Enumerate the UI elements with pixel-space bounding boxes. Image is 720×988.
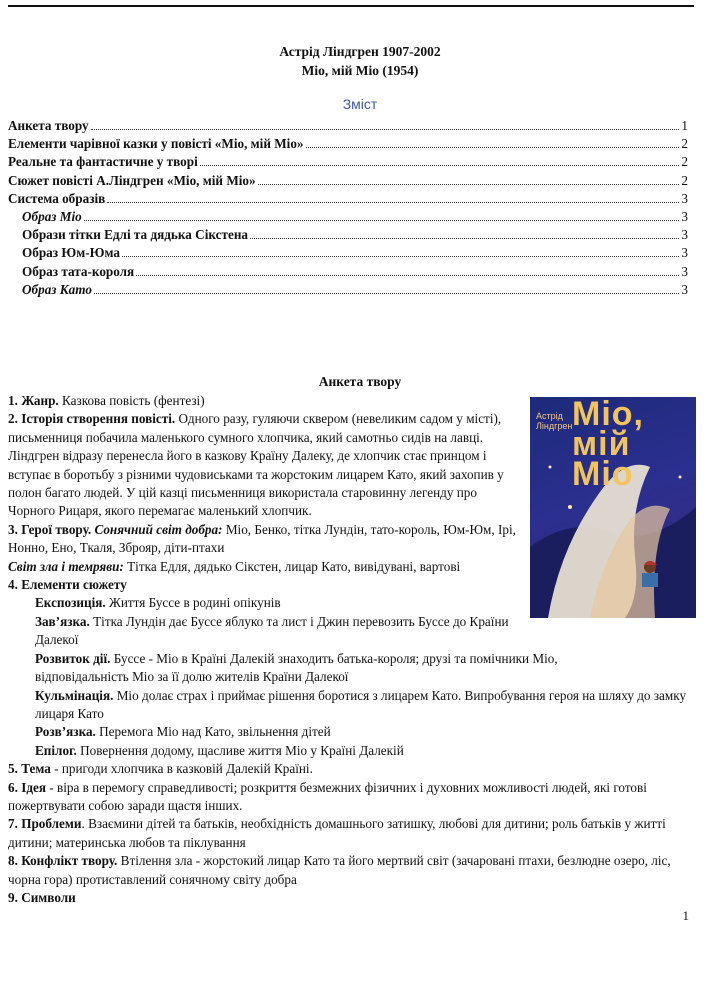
toc-subitem[interactable]: Образ Міо 3 — [22, 208, 688, 224]
book-title: Міо, мій Міо (1954) — [301, 63, 419, 78]
plot-exposition: Експозиція. Життя Буссе в родині опікунів — [35, 595, 281, 611]
problems-paragraph: 7. Проблеми. Взаємини дітей та батьків, необхідність домашнього затишку, любові для дитини; роль батьків у житті дитини; материнська любов та піклування — [8, 816, 666, 850]
plot-heading: 4. Елементи сюжету — [8, 577, 127, 593]
genre-paragraph: 1. Жанр. Казкова повість (фентезі) — [8, 393, 205, 408]
section-title: Анкета твору — [318, 374, 402, 389]
plot-epilogue: Епілог. Повернення додому, щасливе життя Міо у Країні Далекій — [35, 742, 404, 758]
toc-title: Зміст — [342, 96, 378, 112]
symbols-paragraph: 9. Символи — [8, 889, 76, 905]
toc-subitem[interactable]: Образ Като 3 — [22, 281, 688, 297]
theme-paragraph: 5. Тема - пригоди хлопчика в казковій Далекій Країні. — [8, 761, 313, 777]
toc-item[interactable]: Реальне та фантастичне у творі 2 — [8, 154, 688, 170]
conflict-paragraph: 8. Конфлікт твору. Втілення зла - жорстокий лицар Като та його мертвий світ (зачаровані птахи, безлюдне озеро, ліс, чорна гора) протиставлений сонячному світу добра — [8, 853, 671, 887]
toc-subitem[interactable]: Образ тата-короля 3 — [22, 263, 688, 279]
plot-climax: Кульмінація. Міо долає страх і приймає рішення боротися з лицарем Като. Випробування героя на шляху до замку лицаря Като — [35, 687, 687, 721]
top-rule — [8, 5, 694, 7]
heroes-paragraph: 3. Герої твору. Сонячний світ добра: Міо, Бенко, тітка Лундін, тато-король, Юм-Юм, Ірі, Нонно, Ено, Ткаля, Зброяр, діти-птахи — [8, 521, 516, 556]
idea-paragraph: 6. Ідея - віра в перемогу справедливості; розкриття безмежних фізичних і духовних можливості людей, які готові пожертвувати собою заради щастя інших. — [8, 779, 647, 813]
author-line: Астрід Ліндгрен 1907-2002 — [279, 44, 441, 59]
heroes-evil-paragraph: Світ зла і темряви: Тітка Едля, дядько Сікстен, лицар Като, вивідувані, вартові — [8, 558, 461, 574]
cover-author: Астрід Ліндгрен — [536, 411, 573, 431]
toc-item[interactable]: Система образів 3 — [8, 190, 688, 206]
table-of-contents — [8, 118, 688, 300]
questionnaire-body — [8, 392, 698, 907]
toc-item[interactable]: Сюжет повісті А.Ліндгрен «Міо, мій Міо» 2 — [8, 172, 688, 188]
toc-item[interactable]: Анкета твору 1 — [8, 118, 688, 133]
history-paragraph: 2. Історія створення повісті. Одного разу, гуляючи сквером (невеликим садом у місті), письменниця побачила маленького сумного хлопчика, який самотньо сидів на лавці. Ліндгрен відразу перенесла його в казкову Країну Далеку, де хлопчик стає принцом і вступає в боротьбу з різними чудовиськами та жорстоким лицарем Като, який захопив у полон багато людей. У цій казці письменниця використала старовинну легенду про Чорного Рицаря, якого перемагає маленький хлопчик. — [8, 411, 504, 519]
plot-development: Розвиток дії. Буссе - Міо в Країні Далекій знаходить батька-короля; друзі та помічники Міо, відповідальність Міо за її долю жителів Країни Далекої — [35, 650, 558, 685]
toc-subitem[interactable]: Образ Юм-Юма 3 — [22, 245, 688, 261]
toc-subitem[interactable]: Образи тітки Едлі та дядька Сікстена 3 — [22, 227, 688, 243]
plot-resolution: Розв’язка. Перемога Міо над Като, звільнення дітей — [35, 724, 331, 740]
page-number: 1 — [682, 908, 689, 923]
plot-setup: Зав’язка. Тітка Лундін дає Буссе яблуко та лист і Джин перевозить Буссе до Країни Далекої — [35, 613, 509, 648]
toc-item[interactable]: Елементи чарівної казки у повісті «Міо, мій Міо» 2 — [8, 136, 688, 152]
cover-title: Міо, мій Міо — [572, 397, 644, 493]
